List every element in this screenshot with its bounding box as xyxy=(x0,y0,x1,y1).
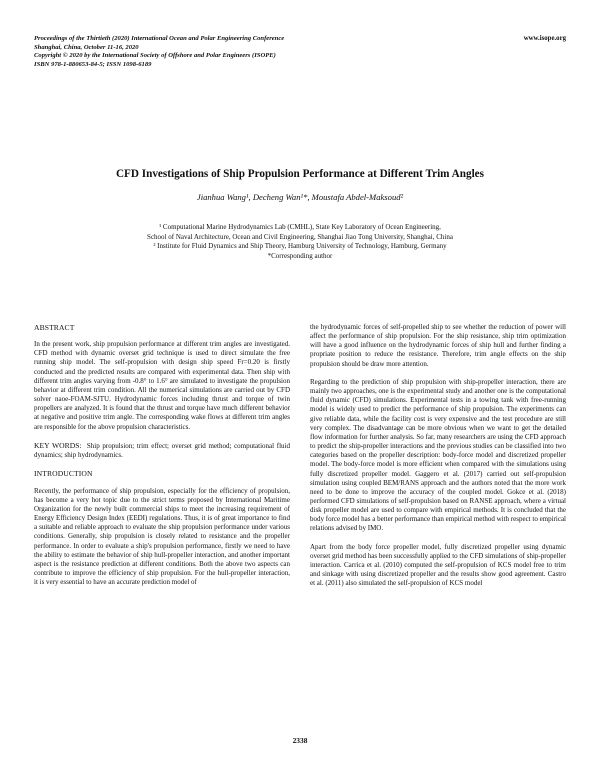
left-column xyxy=(34,323,290,596)
paper-title: CFD Investigations of Ship Propulsion Performance at Different Trim Angles xyxy=(115,168,485,180)
introduction-heading: INTRODUCTION xyxy=(34,469,93,479)
affiliation-1-line-2: School of Naval Architecture, Ocean and Civil Engineering, Shanghai Jiao Tong University, Shanghai, China xyxy=(147,232,453,241)
introduction-paragraph-1: Recently, the performance of ship propulsion, especially for the efficiency of propulsion, has become a very hot topic due to the strict terms proposed by International Maritime Organization for the newly built commercial ships to meet the increasing requirement of Energy Efficiency Design Index (EEDI) regulations. Thus, it is of great importance to find a suitable and reliable approach to evaluate the ship propulsion performance under various conditions. Generally, ship propulsion is closely related to resistance and the propeller performance. In order to evaluate a ship's propulsion performance, firstly we need to have the ability to estimate the behavior of ship hull-propeller interaction, and another important aspect is the resistance prediction at different conditions. Both the above two aspects can contribute to improve the efficiency of ship propulsion. For the hull-propeller interaction, it is very essential to have an accurate prediction model of xyxy=(34,486,290,587)
copyright-line: Copyright © 2020 by the International Society of Offshore and Polar Engineers (ISOPE) xyxy=(34,52,276,60)
page-number: 2338 xyxy=(292,736,308,745)
conference-location-date: Shanghai, China, October 11-16, 2020 xyxy=(34,43,139,51)
isbn-issn: ISBN 978-1-880653-84-5; ISSN 1098-6189 xyxy=(34,60,152,68)
keywords-text: Ship propulsion; trim effect; overset grid method; computational fluid dynamics; ship hydrodynamics. xyxy=(34,441,290,460)
conference-header xyxy=(34,35,566,69)
introduction-paragraph-2: Regarding to the prediction of ship propulsion with ship-propeller interaction, there are mainly two approaches, one is the experimental study and another one is the computational fluid dynamic (CFD) simulations. Experimental tests in a towing tank with free-running model is widely used to predict the performance of ship propulsion. The experiments can give reliable data, while the facility cost is very expensive and the test procedure are still very complex. The disadvantage can be more obvious when we want to get the detailed flow information for further analysis. So far, many researchers are using the CFD approach to predict the ship-propeller interactions and the previous studies can be classified into two categories based on the propeller description: body-force model and discretized propeller model. The body-force model is more efficient when compared with the simulations using fully discretized propeller model. Gaggero et al. (2017) carried out self-propulsion simulation using coupled BEM/RANS approach and the authors noted that the more work need to be done to improve the accuracy of the coupled model. Gokce et al. (2018) performed CFD simulations of self-propulsion based on RANSE approach, where a virtual disk propeller model are used to compare with empirical methods. It is concluded that the body force model has a better performance than empirical method with respect to empirical relations advised by IMO. xyxy=(310,377,566,533)
abstract-heading: ABSTRACT xyxy=(34,323,75,332)
website-link[interactable]: www.isope.org xyxy=(523,35,566,42)
proceedings-title: Proceedings of the Thirtieth (2020) International Ocean and Polar Engineering Conference xyxy=(34,35,285,42)
affiliations xyxy=(34,223,566,261)
abstract-text: In the present work, ship propulsion performance at different trim angles are investigated. CFD method with dynamic overset grid technique is used to direct simulate the free running ship model. The self-propulsion with design ship speed Fr=0.20 is firstly conducted and the predicted results are compared with experimental data. Then ship with different trim angles varying from -0.8° to 1.6° are simulated to investigate the propulsion behavior at different trim condition. All the numerical simulations are carried out by CFD solver naoe-FOAM-SJTU. Hydrodynamic forces including thrust and torque of twin propellers are analyzed. It is found that the thrust and torque have much different behavior at negative and positive trim angle. The corresponding wake flows at different trim angles are responsible for the above propulsion characteristics. xyxy=(34,340,290,431)
keywords-label: KEY WORDS: xyxy=(34,440,82,450)
proceedings-info xyxy=(34,35,566,69)
introduction-paragraph-1-continued: the hydrodynamic forces of self-propelled ship to see whether the reduction of power will affect the performance of ship propulsion. For the ship resistance, ship trim optimization will have a good influence on the hydrodynamic forces of ship hull and further finding a propriate position to reduce the resistance. Therefore, trim angle effects on the ship propulsion should be draw more attention. xyxy=(310,323,566,368)
introduction-paragraph-3: Apart from the body force propeller model, fully discretized propeller using dynamic overset grid method has been successfully applied to the CFD simulations of ship-propeller interaction. Carrica et al. (2010) computed the self-propulsion of KCS model free to trim and sinkage with using discretized propeller and the results show good agreement. Castro et al. (2011) also simulated the self-propulsion of KCS model xyxy=(310,542,566,588)
keywords xyxy=(34,441,290,460)
corresponding-author-note: *Corresponding author xyxy=(267,251,333,260)
right-column xyxy=(310,323,566,598)
affiliation-2: ² Institute for Fluid Dynamics and Ship Theory, Hamburg University of Technology, Hamburg, Germany xyxy=(153,242,447,251)
author-list: Jianhua Wang¹, Decheng Wan¹*, Moustafa Abdel-Maksoud² xyxy=(196,192,404,202)
affiliation-1-line-1: ¹ Computational Marine Hydrodynamics Lab (CMHL), State Key Laboratory of Ocean Engineering, xyxy=(159,223,441,231)
